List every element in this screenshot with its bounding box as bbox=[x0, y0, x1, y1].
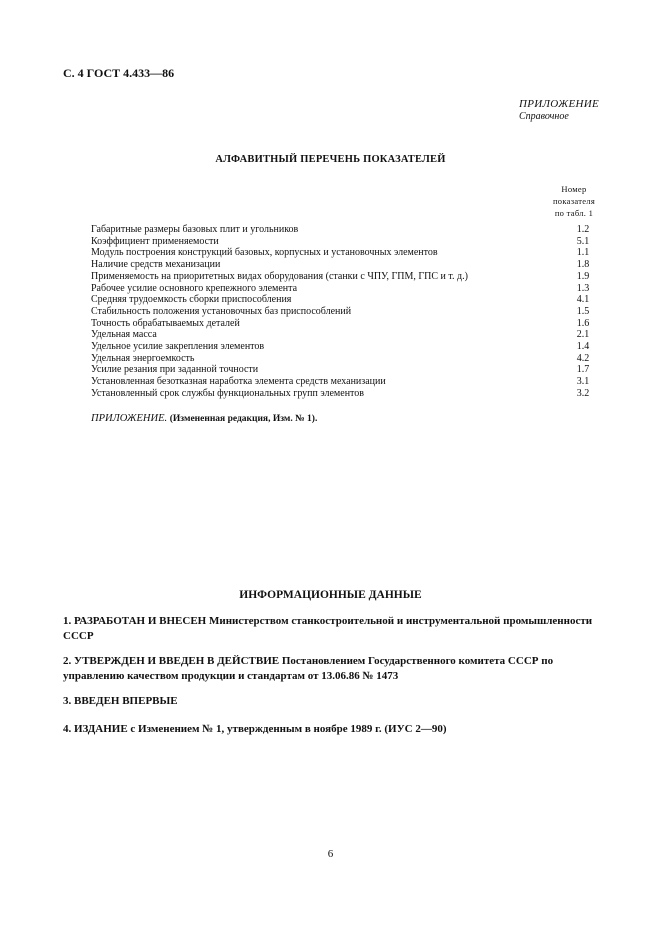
indicator-number: 1.8 bbox=[576, 259, 590, 271]
page-header: С. 4 ГОСТ 4.433—86 bbox=[63, 66, 175, 80]
table-row bbox=[91, 364, 609, 376]
table-row bbox=[91, 283, 609, 295]
info-item-lead: 4. ИЗДАНИЕ bbox=[63, 723, 128, 735]
indicator-name: Удельная энергоемкость bbox=[91, 352, 195, 364]
info-item-lead: 1. РАЗРАБОТАН И ВНЕСЕН bbox=[63, 615, 207, 627]
index-table bbox=[91, 224, 609, 400]
indicator-number: 1.2 bbox=[576, 224, 590, 235]
appendix-label bbox=[519, 98, 599, 122]
indicator-number: 1.4 bbox=[576, 341, 590, 353]
info-item bbox=[63, 694, 603, 709]
column-header bbox=[536, 183, 612, 219]
table-row bbox=[91, 259, 609, 271]
indicator-name: Габаритные размеры базовых плит и угольников bbox=[91, 224, 299, 235]
column-header-line: Номер bbox=[561, 184, 587, 194]
table-row bbox=[91, 236, 609, 248]
indicator-name: Рабочее усилие основного крепежного элемента bbox=[91, 282, 298, 294]
table-row bbox=[91, 341, 609, 353]
indicator-number: 2.1 bbox=[576, 329, 590, 341]
table-row bbox=[91, 224, 609, 236]
table-row bbox=[91, 294, 609, 306]
appendix-note bbox=[91, 413, 317, 424]
table-row bbox=[91, 306, 609, 318]
indicator-number: 3.2 bbox=[576, 387, 590, 399]
indicator-number: 4.2 bbox=[576, 352, 590, 364]
appendix-note-text: (Измененная редакция, Изм. № 1). bbox=[169, 414, 318, 424]
indicator-number: 1.1 bbox=[576, 247, 590, 259]
indicator-number: 5.1 bbox=[576, 235, 590, 247]
indicator-name: Коэффициент применяемости bbox=[91, 235, 219, 247]
indicator-name: Средняя трудоемкость сборки приспособления bbox=[91, 294, 292, 306]
info-item bbox=[63, 722, 603, 737]
indicator-name: Удельная масса bbox=[91, 329, 157, 341]
info-item-lead: 3. ВВЕДЕН ВПЕРВЫЕ bbox=[63, 695, 178, 707]
info-title: ИНФОРМАЦИОННЫЕ ДАННЫЕ bbox=[239, 589, 422, 601]
table-row bbox=[91, 329, 609, 341]
indicator-number: 1.7 bbox=[576, 364, 590, 376]
indicator-name: Наличие средств механизации bbox=[91, 259, 221, 271]
appendix-subtitle: Справочное bbox=[519, 111, 569, 122]
indicator-name: Установленный срок службы функциональных групп элементов bbox=[91, 387, 365, 399]
info-item-text: Постановлением Государственного комитета СССР по управлению качеством продукции и стандартам от 13.06.86 № 1473 bbox=[63, 655, 554, 682]
indicator-name: Стабильность положения установочных баз приспособлений bbox=[91, 305, 352, 317]
indicator-number: 1.6 bbox=[576, 317, 590, 329]
appendix-note-label: ПРИЛОЖЕНИЕ. bbox=[91, 413, 168, 424]
table-row bbox=[91, 247, 609, 259]
indicator-number: 1.3 bbox=[576, 282, 590, 294]
column-header-line: показателя bbox=[552, 196, 596, 206]
indicator-number: 4.1 bbox=[576, 294, 590, 306]
info-item bbox=[63, 654, 603, 684]
indicator-name: Применяемость на приоритетных видах оборудования (станки с ЧПУ, ГПМ, ГПС и т. д.) bbox=[91, 270, 468, 282]
appendix-title: ПРИЛОЖЕНИЕ bbox=[519, 98, 599, 110]
table-row bbox=[91, 271, 609, 283]
indicator-name: Модуль построения конструкций базовых, корпусных и установочных элементов bbox=[91, 247, 438, 259]
indicator-number: 1.9 bbox=[576, 270, 590, 282]
table-row bbox=[91, 353, 609, 365]
table-row bbox=[91, 318, 609, 330]
info-item-lead: 2. УТВЕРЖДЕН И ВВЕДЕН В ДЕЙСТВИЕ bbox=[63, 655, 280, 667]
page-number: 6 bbox=[327, 848, 334, 860]
indicator-name: Точность обрабатываемых деталей bbox=[91, 317, 240, 329]
info-item-text: Министерством станкостроительной и инструментальной промышленности СССР bbox=[63, 615, 593, 642]
info-item-text: с Изменением № 1, утвержденным в ноябре 1989 г. (ИУС 2—90) bbox=[130, 723, 447, 735]
list-title: АЛФАВИТНЫЙ ПЕРЕЧЕНЬ ПОКАЗАТЕЛЕЙ bbox=[215, 154, 446, 165]
table-row bbox=[91, 388, 609, 400]
indicator-name: Удельное усилие закрепления элементов bbox=[91, 341, 265, 353]
info-item bbox=[63, 614, 603, 644]
column-header-line: по табл. 1 bbox=[554, 208, 594, 218]
indicator-name: Установленная безотказная наработка элемента средств механизации bbox=[91, 376, 386, 388]
indicator-name: Усилие резания при заданной точности bbox=[91, 364, 259, 376]
indicator-number: 3.1 bbox=[576, 376, 590, 388]
indicator-number: 1.5 bbox=[576, 305, 590, 317]
table-row bbox=[91, 376, 609, 388]
